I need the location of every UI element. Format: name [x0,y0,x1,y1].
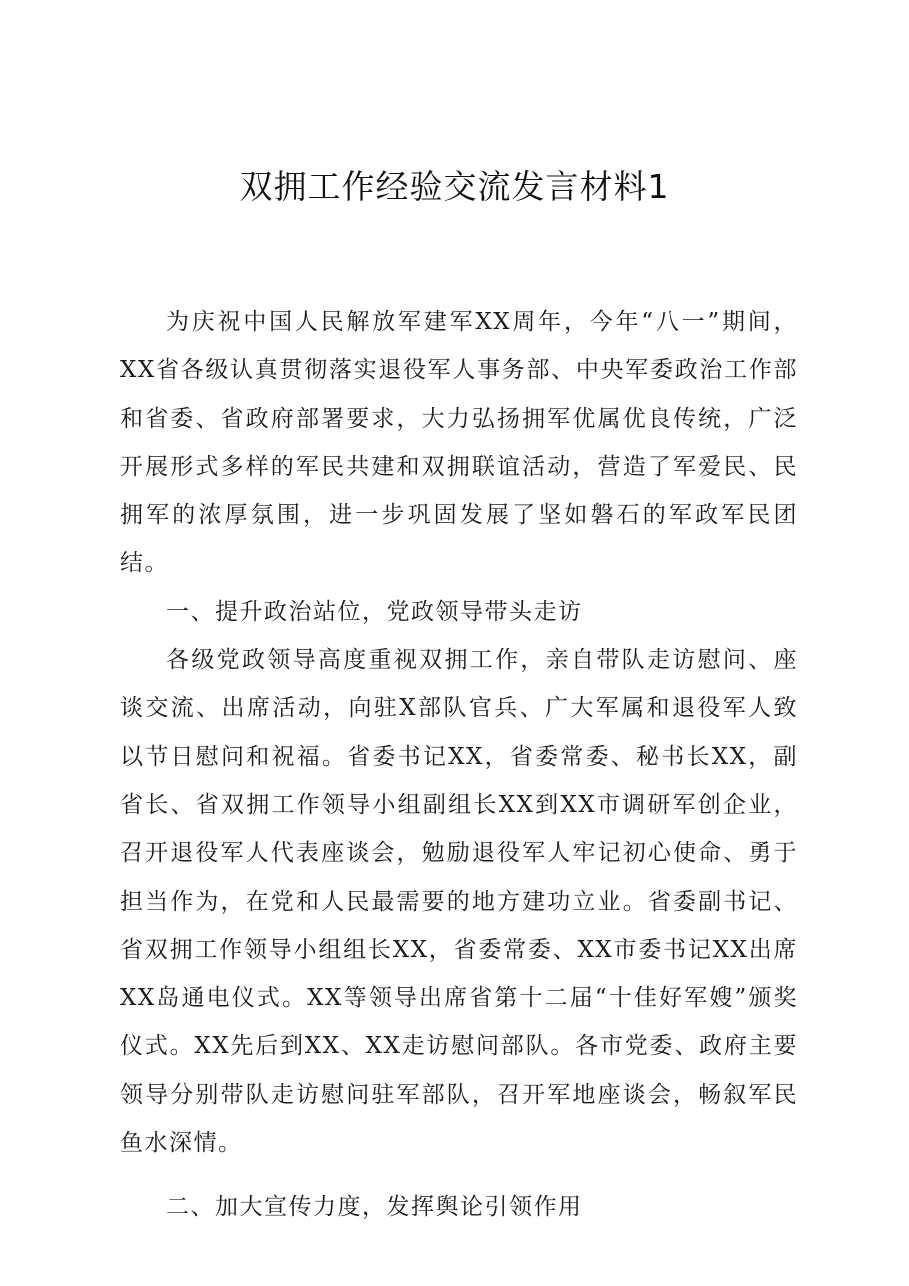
section-heading-2: 二、加大宣传力度，发挥舆论引领作用 [166,1194,583,1221]
paragraph-gap [120,1167,798,1183]
document-title: 双拥工作经验交流发言材料1 [239,167,670,206]
document-body [120,298,798,1232]
section-1-paragraph: 各级党政领导高度重视双拥工作，亲自带队走访慰问、座谈交流、出席活动，向驻X部队官兵、广大军属和退役军人致以节日慰问和祝福。省委书记XX，省委常委、秘书长XX，副省长、省双拥工作领导小组副组长XX到XX市调研军创企业，召开退役军人代表座谈会，勉励退役军人牢记初心使命、勇于担当作为，在党和人民最需要的地方建功立业。省委副书记、省双拥工作领导小组组长XX，省委常委、XX市委书记XX出席XX岛通电仪式。XX等领导出席省第十二届“十佳好军嫂”颁奖仪式。XX先后到XX、XX走访慰问部队。各市党委、政府主要领导分别带队走访慰问驻军部队，召开军地座谈会，畅叙军民鱼水深情。 [120,647,798,1157]
intro-paragraph: 为庆祝中国人民解放军建军XX周年，今年“八一”期间，XX省各级认真贯彻落实退役军人事务部、中央军委政治工作部和省委、省政府部署要求，大力弘扬拥军优属优良传统，广泛开展形式多样的军民共建和双拥联谊活动，营造了军爱民、民拥军的浓厚氛围，进一步巩固发展了坚如磐石的军政军民团结。 [120,309,798,577]
section-heading-1: 一、提升政治站位，党政领导带头走访 [166,598,583,625]
